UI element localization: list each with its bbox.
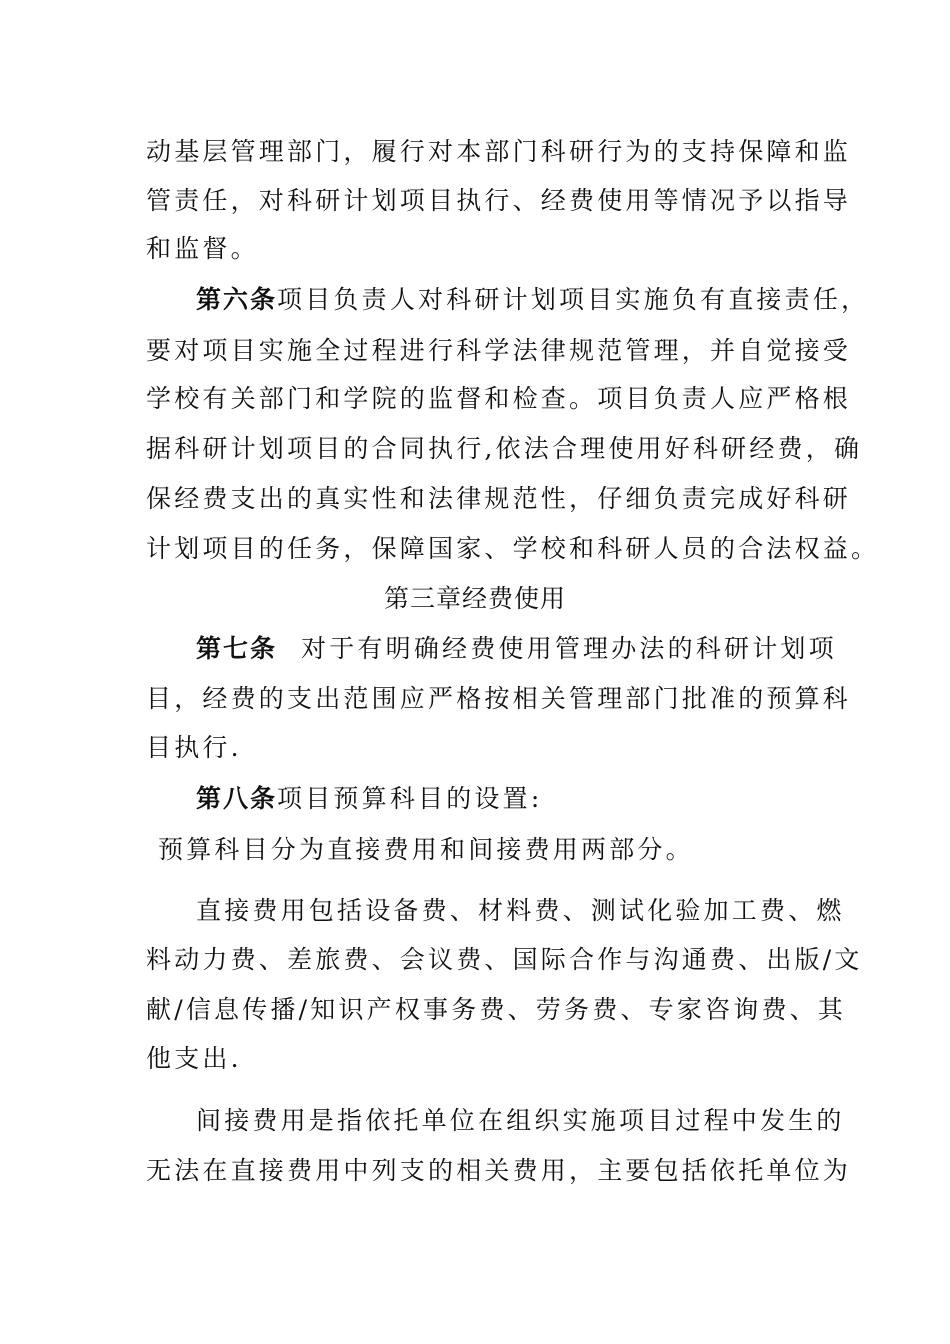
article-7-text: 对于有明确经费使用管理办法的科研计划项: [301, 634, 837, 663]
paragraph-line: 和监督。: [146, 234, 259, 263]
article-8-first-line: [196, 784, 542, 814]
article-7-first-line: [196, 634, 837, 664]
paragraph-line: 目执行.: [146, 733, 242, 762]
article-8-subline: 预算科目分为直接费用和间接费用两部分。: [158, 835, 694, 864]
paragraph-line: 目，经费的支出范围应严格按相关管理部门批准的预算科: [146, 684, 852, 713]
paragraph-line: 学校有关部门和学院的监督和检查。项目负责人应严格根: [146, 384, 852, 413]
chapter-heading: 第三章经费使用: [383, 584, 566, 613]
article-6-first-line: [196, 285, 869, 315]
paragraph-line: 他支出.: [146, 1044, 242, 1073]
direct-costs-first-line: 直接费用包括设备费、材料费、测试化验加工费、燃: [196, 896, 845, 925]
article-6-text: 项目负责人对科研计划项目实施负有直接责任，: [277, 285, 870, 314]
article-8-label: 第八条: [196, 784, 278, 813]
paragraph-line: 要对项目实施全过程进行科学法律规范管理，并自觉接受: [146, 336, 852, 365]
article-6-label: 第六条: [196, 285, 278, 314]
paragraph-line: 献/信息传播/知识产权事务费、劳务费、专家咨询费、其: [146, 995, 847, 1024]
paragraph-line: 无法在直接费用中列支的相关费用，主要包括依托单位为: [146, 1156, 852, 1185]
paragraph-line: 计划项目的任务，保障国家、学校和科研人员的合法权益。: [146, 534, 880, 563]
paragraph-line: 料动力费、差旅费、会议费、国际合作与沟通费、出版/文: [146, 945, 863, 974]
article-7-label: 第七条: [196, 634, 278, 663]
article-8-text: 项目预算科目的设置:: [277, 784, 543, 813]
paragraph-line: 保经费支出的真实性和法律规范性，仔细负责完成好科研: [146, 484, 852, 513]
paragraph-line: 据科研计划项目的合同执行,依法合理使用好科研经费，确: [146, 434, 863, 463]
indirect-costs-first-line: 间接费用是指依托单位在组织实施项目过程中发生的: [196, 1106, 845, 1135]
paragraph-line: 管责任，对科研计划项目执行、经费使用等情况予以指导: [146, 186, 852, 215]
paragraph-line: 动基层管理部门，履行对本部门科研行为的支持保障和监: [146, 137, 852, 166]
